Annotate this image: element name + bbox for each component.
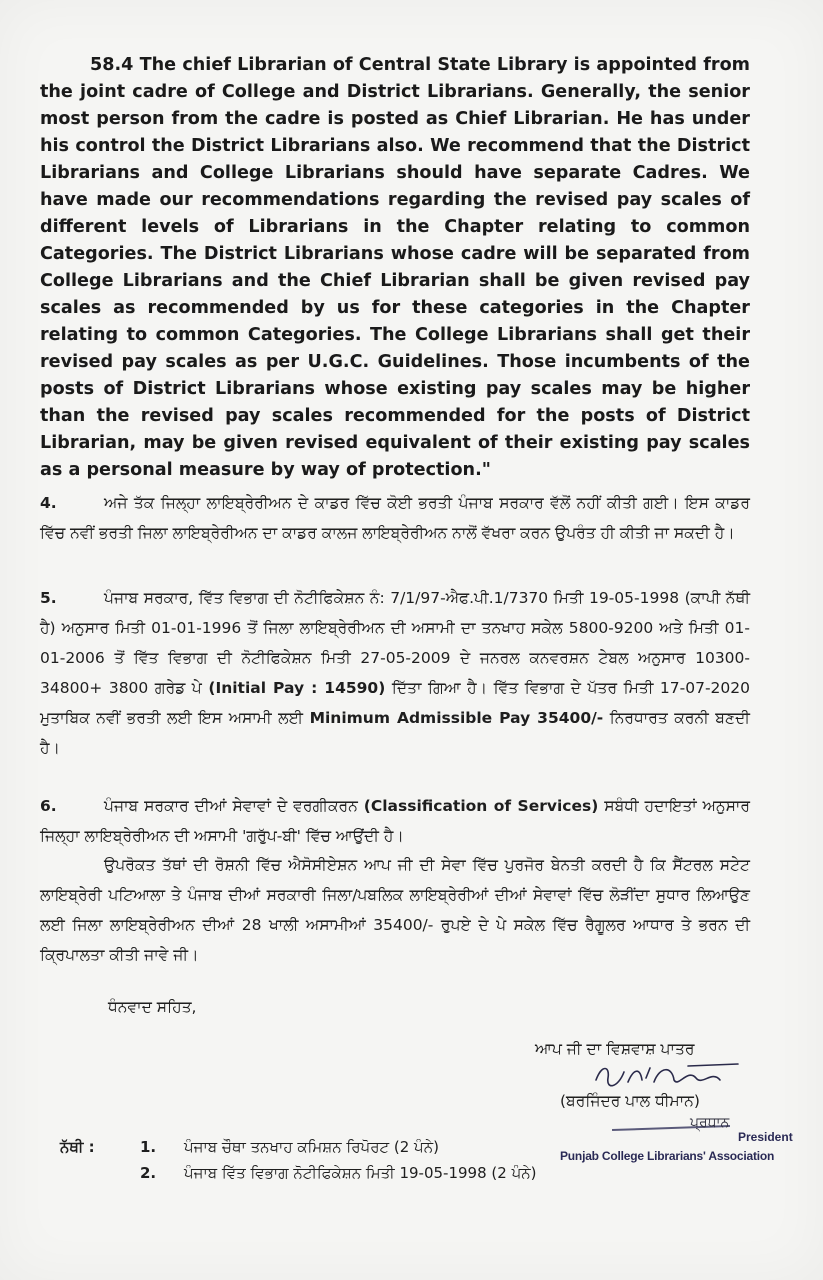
- paragraph-6: [40, 791, 750, 851]
- thanks-line: ਧੰਨਵਾਦ ਸਹਿਤ,: [108, 998, 197, 1016]
- classification-of-services: (Classification of Services): [363, 797, 599, 815]
- enclosure-number: 2.: [140, 1164, 157, 1182]
- handwritten-signature: [588, 1058, 748, 1094]
- request-text: ਉਪਰੋਕਤ ਤੱਥਾਂ ਦੀ ਰੋਸ਼ਨੀ ਵਿੱਚ ਐਸੋਸੀਏਸ਼ਨ ਆਪ ਜੀ ਦੀ ਸੇਵਾ ਵਿੱਚ ਪੁਰਜੋਰ ਬੇਨਤੀ ਕਰਦੀ ਹੈ ਕਿ ਸੈਂਟਰਲ ਸਟੇਟ ਲਾਇਬ੍ਰੇਰੀ ਪਟਿਆਲਾ ਤੇ ਪੰਜਾਬ ਦੀਆਂ ਸਰਕਾਰੀ ਜਿਲਾ/ਪਬਲਿਕ ਲਾਇਬ੍ਰੇਰੀਆਂ ਦੀਆਂ ਸੇਵਾਵਾਂ ਵਿੱਚ ਲੋੜੀਂਦਾ ਸੁਧਾਰ ਲਿਆਉਣ ਲਈ ਜਿਲਾ ਲਾਇਬ੍ਰੇਰੀਅਨ ਦੀਆਂ 28 ਖਾਲੀ ਅਸਾਮੀਆਂ 35400/- ਰੁਪਏ ਦੇ ਪੇ ਸਕੇਲ ਵਿੱਚ ਰੈਗੂਲਰ ਆਧਾਰ ਤੇ ਭਰਨ ਦੀ ਕ੍ਰਿਪਾਲਤਾ ਕੀਤੀ ਜਾਵੇ ਜੀ।: [40, 856, 750, 964]
- paragraph-text-b: ਸਬੰਧੀ ਹਦਾਇਤਾਂ ਅਨੁਸਾਰ ਜਿਲ੍ਹਾ ਲਾਇਬ੍ਰੇਰੀਅਨ ਦੀ ਅਸਾਮੀ 'ਗਰੁੱਪ-ਬੀ' ਵਿੱਚ ਆਉਂਦੀ ਹੈ।: [40, 797, 750, 845]
- section-58-4-paragraph: [40, 52, 750, 484]
- enclosure-item: [60, 1138, 439, 1156]
- signatory-name: (ਬਰਜਿੰਦਰ ਪਾਲ ਧੀਮਾਨ): [560, 1092, 700, 1110]
- paragraph-5: [40, 583, 750, 763]
- paragraph-text-a: ਪੰਜਾਬ ਸਰਕਾਰ ਦੀਆਂ ਸੇਵਾਵਾਂ ਦੇ ਵਰਗੀਕਰਨ: [104, 797, 358, 815]
- paragraph-text-c: ਨਿਰਧਾਰਤ ਕਰਨੀ ਬਣਦੀ ਹੈ।: [40, 709, 750, 757]
- paragraph-4: [40, 488, 750, 548]
- stamp-association: Punjab College Librarians' Association: [560, 1149, 775, 1163]
- section-number: 58.4: [90, 55, 134, 75]
- stamp-designation: President: [738, 1130, 793, 1144]
- closing-line: ਆਪ ਜੀ ਦਾ ਵਿਸ਼ਵਾਸ਼ ਪਾਤਰ: [535, 1040, 695, 1058]
- enclosure-text: ਪੰਜਾਬ ਚੌਥਾ ਤਨਖਾਹ ਕਮਿਸ਼ਨ ਰਿਪੋਰਟ (2 ਪੰਨੇ): [184, 1138, 439, 1156]
- paragraph-number: 5.: [40, 589, 57, 607]
- request-paragraph: [40, 850, 750, 970]
- section-58-4: [40, 52, 750, 484]
- enclosures-label: ਨੱਥੀ :: [60, 1138, 95, 1156]
- paragraph-number: 4.: [40, 494, 57, 512]
- paragraph-text: ਅਜੇ ਤੱਕ ਜਿਲ੍ਹਾ ਲਾਇਬ੍ਰੇਰੀਅਨ ਦੇ ਕਾਡਰ ਵਿੱਚ ਕੋਈ ਭਰਤੀ ਪੰਜਾਬ ਸਰਕਾਰ ਵੱਲੋਂ ਨਹੀਂ ਕੀਤੀ ਗਈ। ਇਸ ਕਾਡਰ ਵਿੱਚ ਨਵੀਂ ਭਰਤੀ ਜਿਲਾ ਲਾਇਬ੍ਰੇਰੀਅਨ ਦਾ ਕਾਡਰ ਕਾਲਜ ਲਾਇਬ੍ਰੇਰੀਅਨ ਨਾਲੋਂ ਵੱਖਰਾ ਕਰਨ ਉਪਰੰਤ ਹੀ ਕੀਤੀ ਜਾ ਸਕਦੀ ਹੈ।: [40, 494, 750, 542]
- enclosure-item: [60, 1164, 536, 1182]
- enclosure-text: ਪੰਜਾਬ ਵਿੱਤ ਵਿਭਾਗ ਨੋਟੀਫਿਕੇਸ਼ਨ ਮਿਤੀ 19-05-1998 (2 ਪੰਨੇ): [184, 1164, 537, 1182]
- paragraph-number: 6.: [40, 797, 57, 815]
- minimum-admissible-pay: Minimum Admissible Pay 35400/-: [309, 709, 604, 727]
- stamp-designation-punjabi: ਪ੍ਰਧਾਨ: [690, 1115, 730, 1131]
- section-text: The chief Librarian of Central State Library is appointed from the joint cadre of College and District Librarians. Generally, the senior most person from the cadre is posted as Chief Librarian. He has under his control the District Librarians also. We recommend that the District Librarians and College Librarians should have separate Cadres. We have made our recommendations regarding the revised pay scales of different levels of Librarians in the Chapter relating to common Categories. The District Librarians whose cadre will be separated from College Librarians and the Chief Librarian shall be given revised pay scales as recommended by us for these categories in the Chapter relating to common Categories. The College Librarians shall get their revised pay scales as per U.G.C. Guidelines. Those incumbents of the posts of District Librarians whose existing pay scales may be higher than the revised pay scales recommended for the posts of District Librarian, may be given revised equivalent of their existing pay scales as a personal measure by way of protection.": [40, 55, 750, 480]
- enclosure-number: 1.: [140, 1138, 157, 1156]
- paragraph-text-b: ਦਿੱਤਾ ਗਿਆ ਹੈ। ਵਿੱਤ ਵਿਭਾਗ ਦੇ ਪੱਤਰ ਮਿਤੀ 17-07-2020 ਮੁਤਾਬਿਕ ਨਵੀਂ ਭਰਤੀ ਲਈ ਇਸ ਅਸਾਮੀ ਲਈ: [40, 679, 750, 727]
- paragraph-text-a: ਪੰਜਾਬ ਸਰਕਾਰ, ਵਿੱਤ ਵਿਭਾਗ ਦੀ ਨੋਟੀਫਿਕੇਸ਼ਨ ਨੰ: 7/1/97-ਐਫ.ਪੀ.1/7370 ਮਿਤੀ 19-05-1998 (ਕਾਪੀ ਨੱਥੀ ਹੈ) ਅਨੁਸਾਰ ਮਿਤੀ 01-01-1996 ਤੋਂ ਜਿਲਾ ਲਾਇਬ੍ਰੇਰੀਅਨ ਦੀ ਅਸਾਮੀ ਦਾ ਤਨਖਾਹ ਸਕੇਲ 5800-9200 ਅਤੇ ਮਿਤੀ 01-01-2006 ਤੋਂ ਵਿੱਤ ਵਿਭਾਗ ਦੀ ਨੋਟੀਫਿਕੇਸ਼ਨ ਮਿਤੀ 27-05-2009 ਦੇ ਜਨਰਲ ਕਨਵਰਸ਼ਨ ਟੇਬਲ ਅਨੁਸਾਰ 10300-34800+ 3800 ਗਰੇਡ ਪੇ: [40, 589, 750, 697]
- initial-pay: (Initial Pay : 14590): [208, 679, 386, 697]
